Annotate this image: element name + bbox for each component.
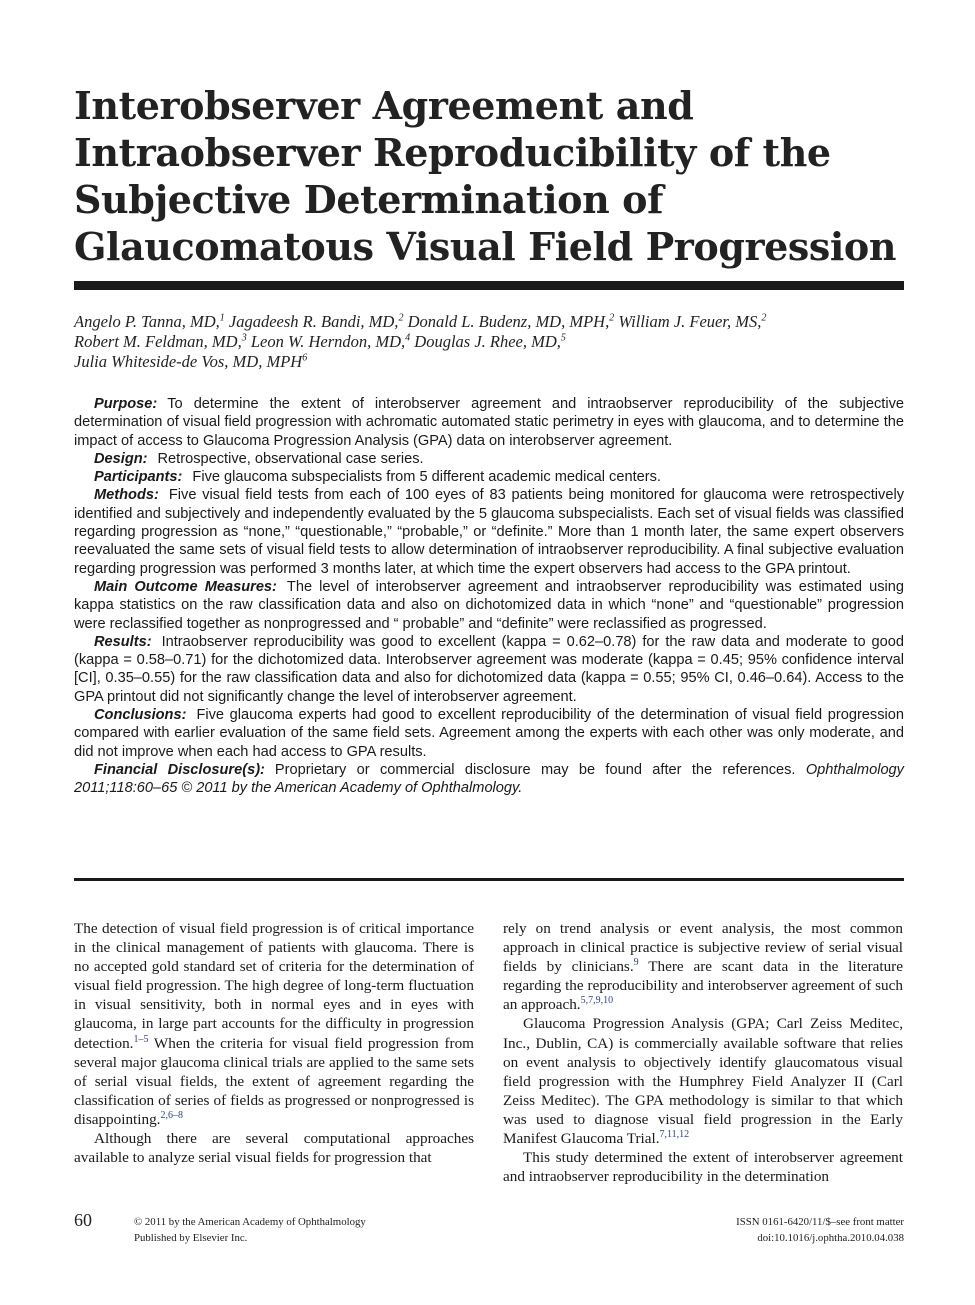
abstract-results: Results: Intraobserver reproducibility was good to excellent (kappa = 0.62–0.78) for the raw data and moderate to good (kappa = 0.58–0.71) for the dichotomized data. Interobserver agreement was moderate (kappa = 0.45; 95% confidence interval [CI], 0.35–0.55) for the raw classification data and also for dichotomized data (kappa = 0.55; 95% CI, 0.46–0.64). Access to the GPA printout did not significantly change the level of interobserver agreement. <box>74 633 904 705</box>
author: Donald L. Budenz, MD, MPH,$^2$ <box>407 312 615 331</box>
citation: Ophthalmology 2011;118:60–65 © 2011 by the American Academy of Ophthalmology. <box>74 761 904 797</box>
abstract-conclusions: Conclusions: Five glaucoma experts had good to excellent reproducibility of the determination of visual field progression compared with earlier evaluation of the same field sets. Agreement among the experts with each other was only moderate, and did not improve when each had access to GPA results. <box>74 707 904 760</box>
article-title: Interobserver Agreement and Intraobserver Reproducibility of the Subjective Determination of Glaucomatous Visual Field Progression <box>74 83 897 269</box>
paragraph: rely on trend analysis or event analysis, the most common approach in clinical practice is subjective review of serial visual fields by clinicians.$^9$ There are scant data in the literature regarding the reproducibility and interobserver agreement of such an approach.$^{5,7,9,10}$ <box>503 920 903 1014</box>
abstract-purpose: Purpose: To determine the extent of interobserver agreement and intraobserver reproducibility of the subjective determination of visual field progression with achromatic automated static perimetry in eyes with glaucoma, and to determine the impact of access to Glaucoma Progression Analysis (GPA) data on interobserver agreement. <box>74 396 904 449</box>
paragraph: Glaucoma Progression Analysis (GPA; Carl Zeiss Meditec, Inc., Dublin, CA) is commercially available software that relies on event analysis to objectively identify glaucomatous visual field progression with the Humphrey Field Analyzer II (Carl Zeiss Meditec). The GPA methodology is similar to that which was used to diagnose visual field progression in the Early Manifest Glaucoma Trial.$^{7,11,12}$ <box>503 1015 903 1148</box>
paragraph: The detection of visual field progression is of critical importance in the clinical management of patients with glaucoma. There is no accepted gold standard set of criteria for the determination of visual field progression. The high degree of long-term fluctuation in visual sensitivity, both in normal eyes and in eyes with glaucoma, in large part accounts for the difficulty in progression detection.$^{1-5}$ When the criteria for visual field progression from several major glaucoma clinical trials are applied to the same sets of serial visual fields, the extent of agreement regarding the classification of series of fields as progressed or nonprogressed is disappointing.$^{2,6-8}$ <box>74 920 474 1128</box>
abstract-design: Design: Retrospective, observational case series. <box>94 450 424 467</box>
reference-link[interactable]: 1–5 <box>133 1033 149 1045</box>
reference-link[interactable]: 5,7,9,10 <box>580 995 614 1007</box>
paragraph: This study determined the extent of interobserver agreement and intraobserver reproducibility in the determination <box>503 1149 903 1186</box>
abstract-participants: Participants: Five glaucoma subspecialists from 5 different academic medical centers. <box>94 469 661 486</box>
author: William J. Feuer, MS,$^2$ <box>618 312 767 331</box>
author: Angelo P. Tanna, MD,$^1$ <box>74 312 225 331</box>
body-column-right <box>503 919 903 1186</box>
author: Robert M. Feldman, MD,$^3$ <box>74 332 247 351</box>
author-list <box>74 312 904 372</box>
doi-link[interactable]: doi:10.1016/j.ophtha.2010.04.038 <box>757 1232 904 1244</box>
reference-link[interactable]: 9 <box>633 957 639 969</box>
author: Leon W. Herndon, MD,$^4$ <box>250 332 411 351</box>
author: Julia Whiteside-de Vos, MD, MPH$^6$ <box>74 352 308 371</box>
reference-link[interactable]: 2,6–8 <box>160 1109 183 1121</box>
abstract-divider <box>74 878 904 881</box>
body-column-left <box>74 919 474 1167</box>
author: Jagadeesh R. Bandi, MD,$^2$ <box>228 312 404 331</box>
abstract-disclosure: Financial Disclosure(s): Proprietary or commercial disclosure may be found after the references. Ophthalmology 2011;118:60–65 © 2011 by the American Academy of Ophthalmology. <box>74 761 904 797</box>
author: Douglas J. Rhee, MD,$^5$ <box>414 332 566 351</box>
footer-copyright: © 2011 by the American Academy of Ophthalmology Published by Elsevier Inc. <box>134 1216 366 1244</box>
abstract-outcomes: Main Outcome Measures: The level of interobserver agreement and intraobserver reproducibility was estimated using kappa statistics on the raw classification data and also on dichotomized data in which “none” and “questionable” progression were reclassified together as nonprogressed and “ probable” and “definite” were reclassified as progressed. <box>74 578 905 632</box>
title-divider <box>74 281 904 290</box>
abstract <box>74 395 904 798</box>
paragraph: Although there are several computational approaches available to analyze serial visual fields for progression that <box>74 1130 474 1167</box>
abstract-methods: Methods: Five visual field tests from each of 100 eyes of 83 patients being monitored for glaucoma were retrospectively identified and subjectively and independently evaluated by the 5 glaucoma subspecialists. Each set of visual fields was classified regarding progression as “none,” “questionable,” “probable,” or “definite.” More than 1 month later, the same expert observers reevaluated the same sets of visual field tests to allow determination of intraobserver reproducibility. A final subjective evaluation regarding progression was performed 3 months later, at which time the expert observers had access to the GPA printout. <box>74 487 904 577</box>
reference-link[interactable]: 7,11,12 <box>659 1128 690 1140</box>
footer-issn: ISSN 0161-6420/11/$–see front matter doi:10.1016/j.ophtha.2010.04.038 <box>736 1216 904 1244</box>
page-number: 60 <box>74 1210 92 1230</box>
